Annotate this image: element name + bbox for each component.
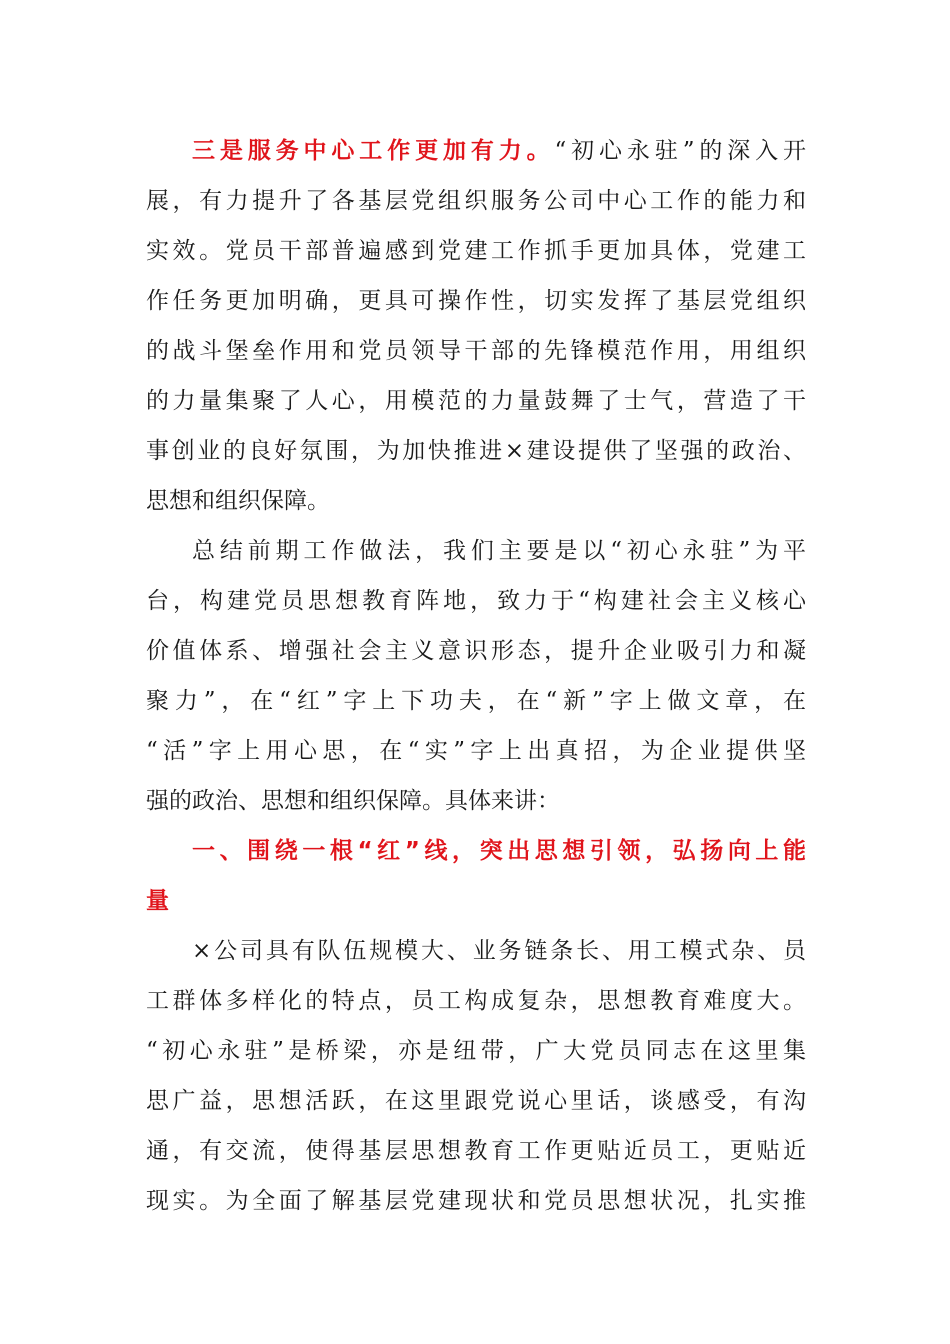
paragraph-line: “活”字上用心思，在“实”字上出真招，为企业提供坚	[146, 738, 806, 764]
paragraph-line: 事创业的良好氛围，为加快推进×建设提供了坚强的政治、	[146, 438, 806, 464]
paragraph-line: 强的政治、思想和组织保障。具体来讲：	[146, 788, 560, 814]
paragraph-line: 思想和组织保障。	[146, 488, 330, 514]
paragraph-line: 思广益，思想活跃，在这里跟党说心里话，谈感受，有沟	[146, 1088, 806, 1114]
section-heading: 一、围绕一根“红”线，突出思想引领，弘扬向上能	[192, 838, 806, 864]
paragraph-line: 的战斗堡垒作用和党员领导干部的先锋模范作用，用组织	[146, 338, 806, 364]
paragraph-line: 通，有交流，使得基层思想教育工作更贴近员工，更贴近	[146, 1138, 806, 1164]
paragraph-line	[146, 126, 806, 176]
paragraph-line: 总结前期工作做法，我们主要是以“初心永驻”为平	[192, 538, 806, 564]
section-heading: 量	[146, 888, 169, 914]
paragraph-line: 价值体系、增强社会主义意识形态，提升企业吸引力和凝	[146, 638, 806, 664]
paragraph-line: 作任务更加明确，更具可操作性，切实发挥了基层党组织	[146, 288, 806, 314]
paragraph-text: “初心永驻”的深入开	[554, 138, 806, 164]
paragraph-line: 实效。党员干部普遍感到党建工作抓手更加具体，党建工	[146, 238, 806, 264]
paragraph-line: ×公司具有队伍规模大、业务链条长、用工模式杂、员	[192, 938, 806, 964]
paragraph-line: 聚力”，在“红”字上下功夫，在“新”字上做文章，在	[146, 688, 806, 714]
paragraph-line: 现实。为全面了解基层党建现状和党员思想状况，扎实推	[146, 1188, 806, 1214]
paragraph-line: 工群体多样化的特点，员工构成复杂，思想教育难度大。	[146, 988, 806, 1014]
paragraph-line: 的力量集聚了人心，用模范的力量鼓舞了士气，营造了干	[146, 388, 806, 414]
paragraph-line: “初心永驻”是桥梁，亦是纽带，广大党员同志在这里集	[146, 1038, 806, 1064]
paragraph-line: 展，有力提升了各基层党组织服务公司中心工作的能力和	[146, 188, 806, 214]
document-page	[146, 126, 806, 1226]
paragraph-lead-heading: 三是服务中心工作更加有力。	[192, 138, 555, 164]
paragraph-line: 台，构建党员思想教育阵地，致力于“构建社会主义核心	[146, 588, 806, 614]
